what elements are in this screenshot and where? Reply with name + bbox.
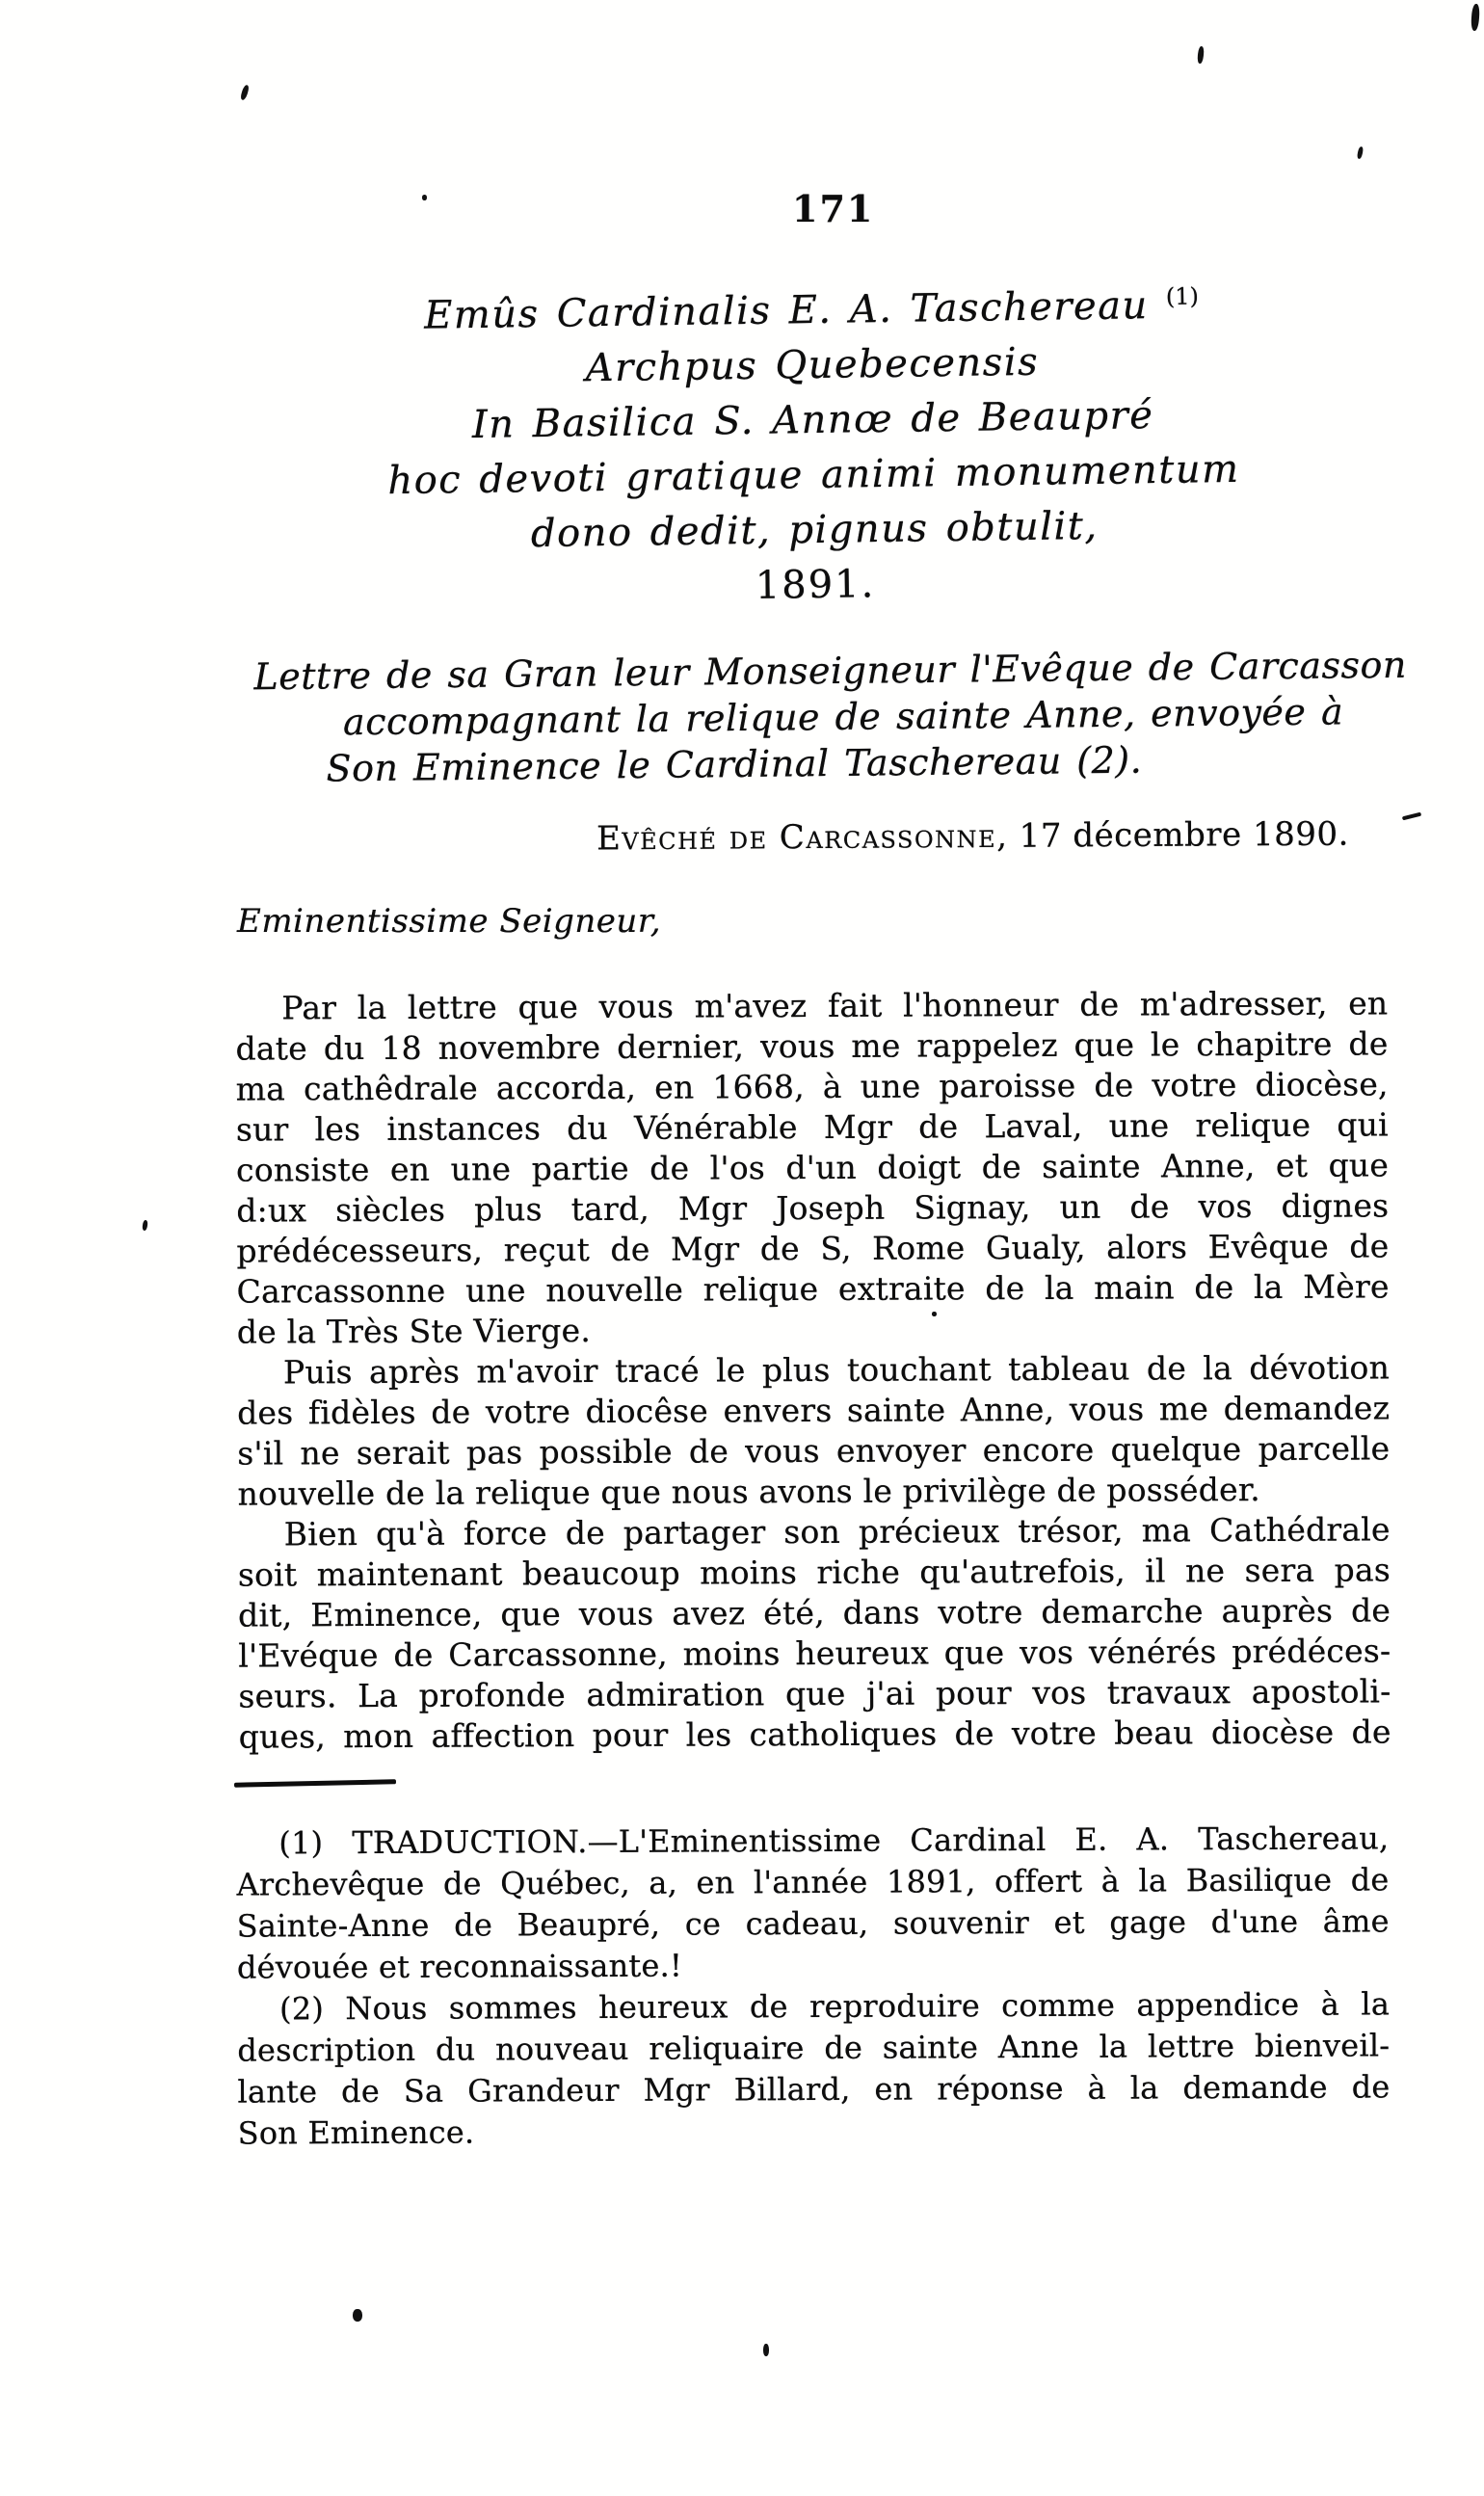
salutation: Eminentissime Seigneur, <box>237 902 662 941</box>
letter-heading <box>253 642 1408 792</box>
text-line: Par la lettre que vous m'avez fait l'honneur de m'adresser, en <box>281 984 1389 1027</box>
text-line: d:ux siècles plus tard, Mgr Joseph Signay, un de vos dignes <box>236 1186 1390 1230</box>
ink-speck <box>1197 46 1205 65</box>
text-line: ma cathêdrale accorda, en 1668, à une paroisse de votre diocèse, <box>235 1065 1389 1108</box>
text-line: ques, mon affection pour les catholiques de votre beau diocèse de <box>238 1713 1391 1756</box>
ink-speck <box>353 2309 362 2322</box>
text-line: de la Très Ste Vierge. <box>236 1312 592 1351</box>
text-line: hoc devoti gratique animi monumentum <box>387 446 1240 504</box>
text-line: Carcassonne une nouvelle relique extraite de la main de la Mère <box>236 1267 1390 1311</box>
footnote-1 <box>236 1818 1390 1988</box>
letterhead-date: 17 décembre 1890. <box>1008 814 1350 856</box>
text-line: 1891. <box>755 562 876 608</box>
footnote-ref-1: (1) <box>1165 282 1200 310</box>
paragraph-1 <box>235 983 1390 1352</box>
text-line: dévouée et reconnaissante.! <box>236 1947 683 1986</box>
letterhead-place: Evêché de Carcassonne, <box>596 816 1009 859</box>
text-line: (1) TRADUCTION.—L'Eminentissime Cardinal E. A. Taschereau, <box>278 1819 1390 1862</box>
text-line: nouvelle de la relique que nous avons le privilège de posséder. <box>237 1470 1260 1513</box>
text-line: Son Eminence le Cardinal Taschereau (2). <box>326 738 1143 790</box>
paragraph-2 <box>237 1347 1391 1514</box>
latin-dedication <box>235 267 1392 622</box>
text-line: seurs. La profonde admiration que j'ai pour vos travaux apostoli- <box>238 1672 1391 1715</box>
text-line: In Basilica S. Annœ de Beaupré <box>471 393 1154 447</box>
footnote-2 <box>237 1983 1391 2154</box>
text-line: Puis après m'avoir tracé le plus touchant tableau de la dévotion <box>282 1348 1391 1392</box>
letter-body <box>235 983 1391 1757</box>
text-line: dono dedit, pignus obtulit, <box>530 503 1099 557</box>
ink-speck <box>1357 146 1365 160</box>
text-line: dit, Eminence, que vous avez été, dans votre demarche auprès de <box>238 1591 1391 1634</box>
text-line: lante de Sa Grandeur Mgr Billard, en réponse à la demande de <box>237 2068 1391 2111</box>
ink-speck <box>763 2344 769 2356</box>
text-line: Archevêque de Québec, a, en l'année 1891, offert à la Basilique de <box>236 1861 1390 1903</box>
text-line: accompagnant la relique de sainte Anne, envoyée à <box>342 690 1344 744</box>
footnote-separator-rule <box>234 1779 396 1788</box>
ink-speck <box>142 1220 147 1232</box>
text-line: prédécesseurs, reçut de Mgr de S, Rome Gualy, alors Evêque de <box>236 1227 1390 1270</box>
text-line: Lettre de sa Gran leur Monseigneur l'Evêque de Carcasson <box>253 643 1408 699</box>
ink-speck <box>932 1312 937 1316</box>
text-line: (2) Nous sommes heureux de reproduire comme appendice à la <box>279 1985 1391 2028</box>
page-number: 171 <box>792 187 875 230</box>
ink-speck <box>1471 4 1480 31</box>
text-line: Son Eminence. <box>237 2113 475 2152</box>
text-line: s'il ne serait pas possible de vous envoyer encore quelque parcelle <box>237 1429 1391 1473</box>
text-line: sur les instances du Vénérable Mgr de Laval, une relique qui <box>235 1105 1389 1149</box>
ink-speck <box>240 84 251 100</box>
ink-speck <box>422 195 427 200</box>
latin-dedication-title: Emûs Cardinalis E. A. Taschereau <box>423 283 1150 338</box>
ink-speck <box>1402 812 1421 821</box>
letterhead <box>596 815 1349 859</box>
latin-dedication-lines <box>236 331 1392 622</box>
text-line: l'Evéque de Carcassonne, moins heureux que vos vénérés prédéces- <box>238 1632 1391 1675</box>
text-line: description du nouveau reliquaire de sainte Anne la lettre bienveil- <box>237 2027 1391 2069</box>
footnotes <box>236 1818 1390 2154</box>
text-line: Bien qu'à force de partager son précieux trésor, ma Cathédrale <box>283 1510 1391 1553</box>
paragraph-3 <box>238 1509 1391 1757</box>
text-line: Sainte-Anne de Beaupré, ce cadeau, souvenir et gage d'une âme <box>236 1902 1390 1945</box>
text-line: consiste en une partie de l'os d'un doigt de sainte Anne, et que <box>236 1146 1390 1189</box>
text-line: des fidèles de votre diocêse envers sainte Anne, vous me demandez <box>237 1389 1391 1432</box>
text-line: date du 18 novembre dernier, vous me rappelez que le chapitre de <box>235 1024 1389 1068</box>
text-line: Archpus Quebecensis <box>585 339 1040 391</box>
text-line: soit maintenant beaucoup moins riche qu'autrefois, il ne sera pas <box>237 1551 1391 1594</box>
